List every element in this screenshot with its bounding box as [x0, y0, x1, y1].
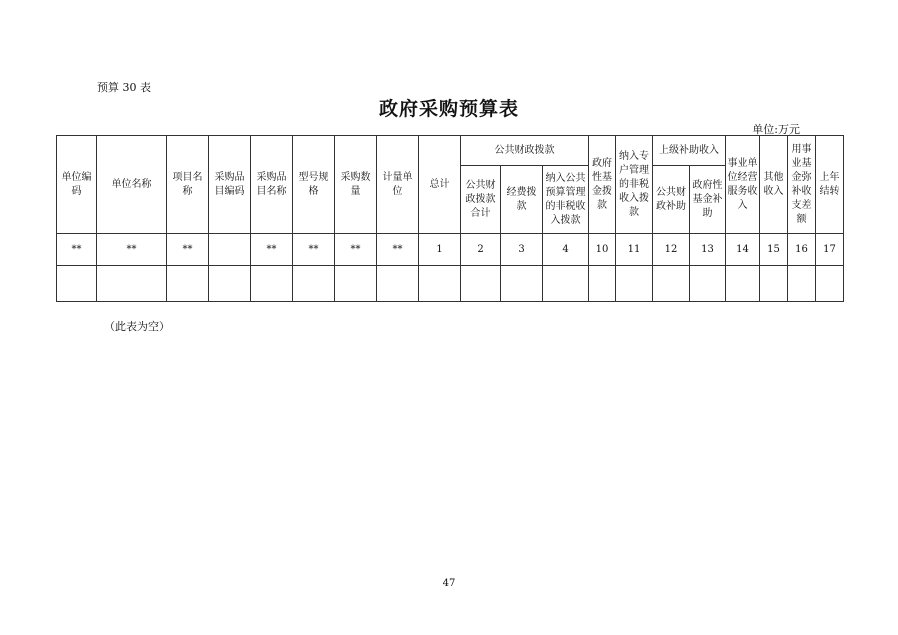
empty-table-note: （此表为空）	[104, 320, 170, 333]
index-cell: 2	[461, 234, 501, 266]
header-special-account-nontax: 纳入专户管理的非税收入拨款	[616, 136, 653, 234]
header-other-income: 其他收入	[760, 136, 788, 234]
header-nontax-budget: 纳入公共预算管理的非税收入拨款	[543, 166, 589, 234]
header-item-name: 采购品目名称	[251, 136, 293, 234]
page-number: 47	[442, 578, 456, 589]
empty-cell	[690, 266, 726, 302]
empty-cell	[788, 266, 816, 302]
document-label: 预算 30 表	[97, 81, 151, 94]
procurement-budget-table	[56, 135, 844, 302]
header-funding-appropriation: 经费拨款	[501, 166, 543, 234]
header-public-finance-total: 公共财政拨款合计	[461, 166, 501, 234]
empty-cell	[543, 266, 589, 302]
empty-cell	[335, 266, 377, 302]
index-cell: **	[251, 234, 293, 266]
header-superior-public-finance: 公共财政补助	[653, 166, 690, 234]
index-cell: **	[293, 234, 335, 266]
empty-cell	[816, 266, 844, 302]
header-project-name: 项目名称	[167, 136, 209, 234]
index-cell: 11	[616, 234, 653, 266]
index-cell: **	[377, 234, 419, 266]
header-model-spec: 型号规格	[293, 136, 335, 234]
empty-cell	[419, 266, 461, 302]
header-unit-code: 单位编码	[57, 136, 97, 234]
header-gov-fund: 政府性基金拨款	[589, 136, 616, 234]
header-business-income: 事业单位经营服务收入	[726, 136, 760, 234]
header-total: 总计	[419, 136, 461, 234]
empty-cell	[760, 266, 788, 302]
index-cell: 16	[788, 234, 816, 266]
header-reserve-makeup: 用事业基金弥补收支差额	[788, 136, 816, 234]
index-cell: 17	[816, 234, 844, 266]
header-public-finance-group: 公共财政拨款	[461, 136, 589, 166]
empty-cell	[461, 266, 501, 302]
empty-cell	[57, 266, 97, 302]
empty-cell	[616, 266, 653, 302]
index-cell: 10	[589, 234, 616, 266]
empty-cell	[589, 266, 616, 302]
empty-cell	[251, 266, 293, 302]
header-unit-name: 单位名称	[97, 136, 167, 234]
index-cell: 12	[653, 234, 690, 266]
header-prior-year: 上年结转	[816, 136, 844, 234]
index-cell: 4	[543, 234, 589, 266]
index-cell: 13	[690, 234, 726, 266]
index-cell: **	[57, 234, 97, 266]
empty-cell	[293, 266, 335, 302]
index-cell: 14	[726, 234, 760, 266]
header-superior-subsidy-group: 上级补助收入	[653, 136, 726, 166]
index-cell: **	[97, 234, 167, 266]
index-cell: 15	[760, 234, 788, 266]
index-cell: 3	[501, 234, 543, 266]
page-title: 政府采购预算表	[378, 98, 519, 120]
index-cell	[209, 234, 251, 266]
header-superior-gov-fund: 政府性基金补助	[690, 166, 726, 234]
header-quantity: 采购数量	[335, 136, 377, 234]
empty-cell	[726, 266, 760, 302]
index-cell: **	[335, 234, 377, 266]
empty-cell	[653, 266, 690, 302]
header-row-top	[57, 136, 844, 166]
empty-cell	[501, 266, 543, 302]
header-item-code: 采购品目编码	[209, 136, 251, 234]
empty-cell	[209, 266, 251, 302]
empty-cell	[97, 266, 167, 302]
index-row	[57, 234, 844, 266]
unit-label: 单位:万元	[752, 123, 800, 136]
empty-cell	[167, 266, 209, 302]
index-cell: **	[167, 234, 209, 266]
index-cell: 1	[419, 234, 461, 266]
header-measure-unit: 计量单位	[377, 136, 419, 234]
empty-cell	[377, 266, 419, 302]
empty-data-row	[57, 266, 844, 302]
